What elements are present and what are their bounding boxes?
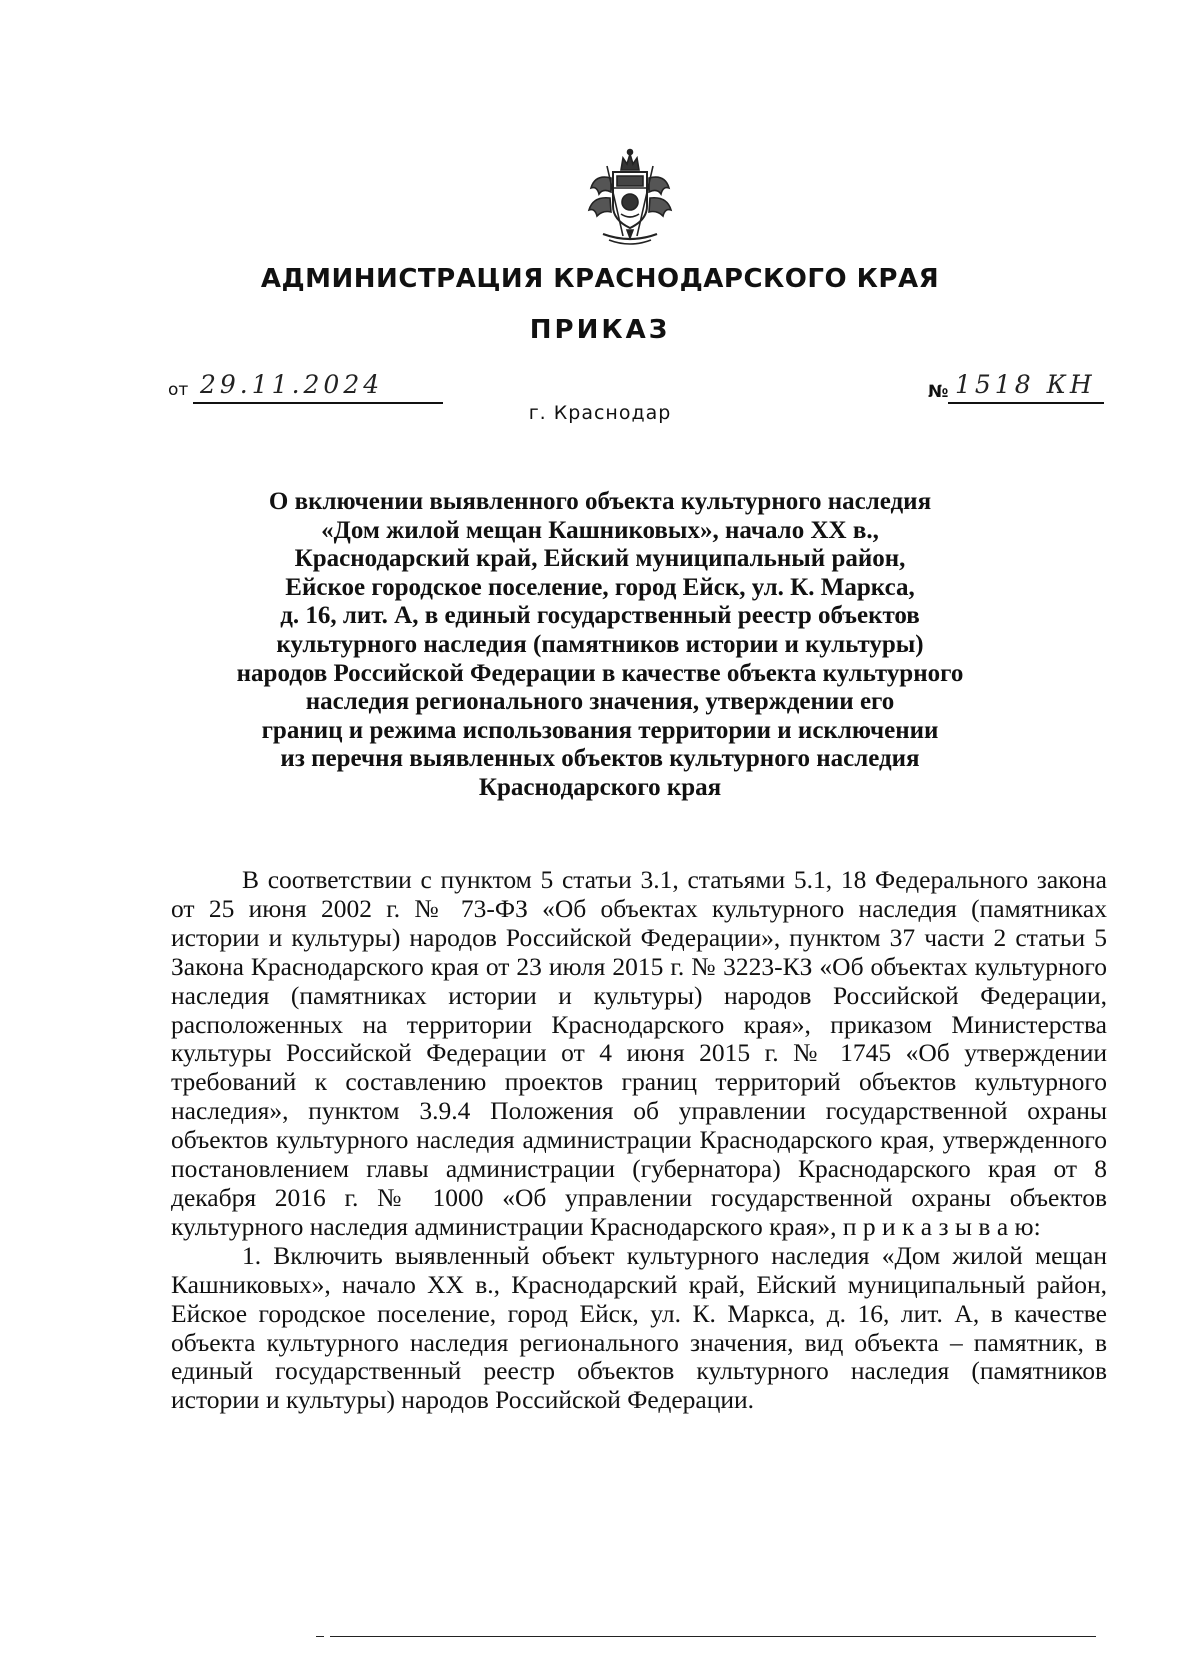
title-line: из перечня выявленных объектов культурного наследия xyxy=(280,745,920,773)
title-line: народов Российской Федерации в качестве объекта культурного xyxy=(236,659,964,687)
preamble-text: В соответствии с пунктом 5 статьи 3.1, статьями 5.1, 18 Федерального закона от 25 июня 2002 г. № 73-ФЗ «Об объектах культурного наследия (памятниках истории и культуры) народов Российской Федерации», пунктом 37 части 2 статьи 5 Закона Краснодарского края от 23 июля 2015 г. № 3223-КЗ «Об объектах культурного наследия (памятниках истории и культуры) народов Российской Федерации, расположенных на территории Краснодарского края», приказом Министерства культуры Российской Федерации от 4 июня 2015 г. № 1745 «Об утверждении требований к составлению проектов границ территорий объектов культурного наследия», пунктом 3.9.4 Положения об управлении государственной охраны объектов культурного наследия администрации Краснодарского края, утвержденного постановлением главы администрации (губернатора) Краснодарского края от 8 декабря 2016 г. № 1000 «Об управлении государственной охраны объектов культурного наследия администрации Краснодарского края», xyxy=(171,865,1107,1241)
title-line: границ и режима использования территории и исключении xyxy=(261,716,939,744)
title-line: О включении выявленного объекта культурного наследия xyxy=(268,488,932,515)
document-title xyxy=(180,488,1020,803)
title-line: «Дом жилой мещан Кашниковых», начало XX в., xyxy=(321,516,879,544)
footer-mark xyxy=(316,1636,324,1637)
document-body xyxy=(171,866,1107,1415)
order-word: п р и к а з ы в а ю: xyxy=(842,1211,1041,1241)
title-line: наследия регионального значения, утверждении его xyxy=(305,688,895,716)
city-name: г. Краснодар xyxy=(528,402,672,424)
handwritten-number: 1518 КН xyxy=(955,370,1096,399)
preamble-paragraph xyxy=(171,866,1107,1242)
title-line: Ейское городское поселение, город Ейск, ул. К. Маркса, xyxy=(285,573,915,601)
title-line: Краснодарский край, Ейский муниципальный район, xyxy=(294,545,906,573)
footer-line xyxy=(330,1636,1096,1637)
item-1-paragraph: 1. Включить выявленный объект культурного наследия «Дом жилой мещан Кашниковых», начало XX в., Краснодарский край, Ейский муниципальный район, Ейское городское поселение, город Ейск, ул. К. Маркса, д. 16, лит. А, в качестве объекта культурного наследия регионального значения, вид объекта – памятник, в единый государственный реестр объектов культурного наследия (памятников истории и культуры) народов Российской Федерации. xyxy=(171,1240,1107,1415)
number-prefix: № xyxy=(928,382,949,402)
coat-of-arms-icon xyxy=(583,148,677,248)
document-type: ПРИКАЗ xyxy=(529,315,671,345)
handwritten-date: 29.11.2024 xyxy=(200,370,384,399)
title-line: Краснодарского края xyxy=(478,773,722,801)
title-line: культурного наследия (памятников истории и культуры) xyxy=(276,630,924,658)
organization-name: АДМИНИСТРАЦИЯ КРАСНОДАРСКОГО КРАЯ xyxy=(260,264,940,294)
date-prefix: от xyxy=(168,380,189,400)
title-line: д. 16, лит. А, в единый государственный реестр объектов xyxy=(280,602,920,630)
